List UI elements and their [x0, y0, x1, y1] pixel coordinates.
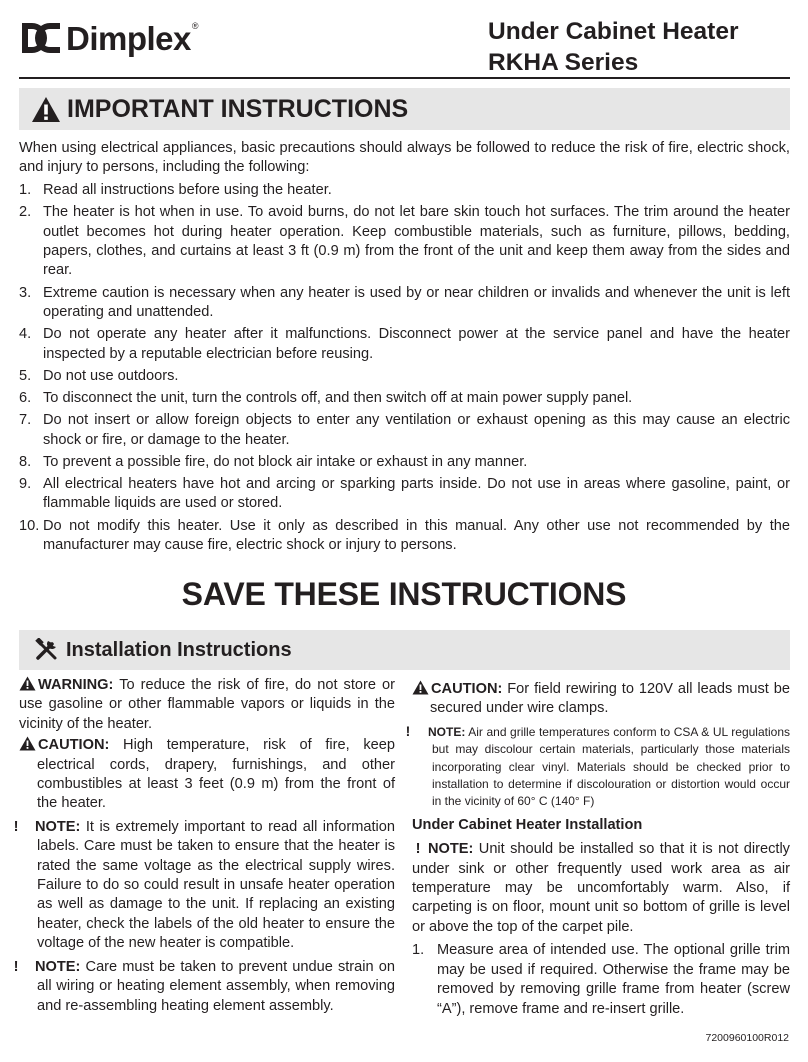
list-item	[19, 453, 790, 472]
header-divider	[19, 77, 790, 79]
list-item	[19, 367, 790, 386]
step-number: 1.	[412, 942, 425, 959]
brand-logo	[20, 16, 199, 60]
list-item	[19, 325, 790, 364]
note-paragraph	[13, 818, 395, 954]
item-text: Do not operate any heater after it malfunctions. Disconnect power at the service panel and have the heater inspected by a reputable electrician before reusing.	[43, 326, 790, 362]
note-paragraph	[13, 958, 395, 1016]
caution-paragraph	[412, 680, 790, 719]
installation-heading-text: Installation Instructions	[66, 638, 292, 661]
title-line-2: RKHA Series	[488, 49, 639, 76]
note-label: NOTE:	[428, 724, 466, 739]
installation-left-column	[13, 676, 395, 1016]
exclamation-icon: !	[405, 722, 411, 739]
note-label: NOTE:	[428, 841, 474, 858]
list-item	[19, 475, 790, 514]
dimplex-logo-icon	[20, 19, 62, 57]
registered-mark: ®	[191, 21, 199, 31]
warning-triangle-icon	[19, 736, 36, 751]
tools-icon	[35, 638, 61, 662]
item-number: 7.	[19, 412, 32, 429]
item-text: Do not insert or allow foreign objects to enter any ventilation or exhaust opening as this may cause an electric shock or fire, or damage to the heater.	[43, 412, 790, 448]
item-text: All electrical heaters have hot and arcing or sparking parts inside. Do not use in areas where gasoline, paint, or flammable liquids are used or stored.	[43, 476, 790, 512]
caution-label: CAUTION:	[38, 737, 110, 754]
note-text: Air and grille temperatures conform to CSA & UL regulations but may discolour certain materials, particularly those materials incorporating clear vinyl. Materials should be checked prior to installation to determine if discolouration or distortion would occur in the vicinity of 60° C (140° F)	[432, 724, 790, 809]
note-paragraph	[412, 840, 790, 937]
exclamation-icon: !	[415, 841, 421, 858]
important-instructions-heading	[19, 88, 790, 130]
save-instructions-heading: SAVE THESE INSTRUCTIONS	[181, 576, 627, 612]
important-heading-text: IMPORTANT INSTRUCTIONS	[67, 94, 409, 123]
item-text: Extreme caution is necessary when any heater is used by or near children or invalids and whenever the unit is left operating and unattended.	[43, 284, 790, 321]
list-item	[19, 181, 790, 200]
warning-triangle-icon	[412, 680, 429, 695]
note-text: It is extremely important to read all information labels. Care must be taken to ensure that the heater is rated the same voltage as the electrical supply wires. Failure to do so could result in unsafe heater operation as well as damage to the unit. If replacing an existing heater, check the labels of the old heater to ensure the voltage of the new heater is compatible.	[37, 818, 395, 952]
step-paragraph	[412, 941, 790, 1019]
note-text: Care must be taken to prevent undue strain on all wiring or heating element assembly, when removing and re-assembling heating element assembly.	[37, 958, 395, 1014]
note-text: Unit should be installed so that it is not directly under sink or other frequently used work area as air temperature may be uncomfortably warm. Also, if carpeting is on floor, mount unit so bottom of grille is level or above the top of the carpet pile.	[412, 841, 790, 935]
installation-right-column	[405, 680, 790, 1019]
caution-paragraph	[19, 736, 395, 814]
item-number: 5.	[19, 367, 32, 384]
title-line-1: Under Cabinet Heater	[488, 18, 739, 45]
list-item	[19, 284, 790, 323]
intro-paragraph: When using electrical appliances, basic precautions should always be followed to reduce the risk of fire, electric shock, and injury to persons, including the following:	[19, 140, 790, 176]
list-item	[19, 411, 790, 450]
document-number: 7200960100R012	[705, 1032, 789, 1044]
exclamation-icon: !	[13, 958, 19, 975]
list-item	[19, 203, 790, 281]
item-number: 9.	[19, 476, 32, 493]
item-number: 4.	[19, 326, 32, 343]
note-paragraph	[405, 722, 790, 811]
important-list	[19, 181, 790, 558]
caution-text: High temperature, risk of fire, keep electrical cords, drapery, furnishings, and other combustibles at least 3 feet (0.9 m) from the front of the heater.	[37, 737, 395, 812]
item-text: Do not modify this heater. Use it only as described in this manual. Any other use not recommended by the manufacturer may cause fire, electric shock or injury to persons.	[43, 517, 790, 554]
note-label: NOTE:	[35, 818, 81, 835]
item-number: 2.	[19, 204, 32, 221]
warning-triangle-icon	[31, 96, 61, 123]
caution-label: CAUTION:	[431, 681, 503, 697]
installation-instructions-heading	[19, 630, 790, 670]
note-label: NOTE:	[35, 958, 81, 975]
item-number: 3.	[19, 284, 32, 301]
installation-subheading: Under Cabinet Heater Installation	[412, 816, 643, 833]
warning-triangle-icon	[19, 676, 36, 691]
item-text: The heater is hot when in use. To avoid burns, do not let bare skin touch hot surfaces. The trim around the heater outlet becomes hot during heater operation. Keep combustible materials, such as furniture, pillows, bedding, papers, clothes, and curtains at least 3 ft (0.9 m) from the front of the unit and keep them away from the sides and rear.	[43, 204, 790, 279]
brand-name: Dimplex	[66, 19, 191, 57]
item-text: To disconnect the unit, turn the controls off, and then switch off at main power supply panel.	[43, 390, 633, 407]
document-title	[488, 16, 739, 78]
item-text: Read all instructions before using the heater.	[43, 182, 332, 198]
warning-label: WARNING:	[38, 677, 114, 693]
item-number: 10.	[19, 517, 40, 534]
item-number: 1.	[19, 182, 32, 198]
list-item	[19, 389, 790, 408]
item-text: Do not use outdoors.	[43, 367, 179, 384]
warning-paragraph	[19, 676, 395, 734]
item-number: 6.	[19, 390, 32, 407]
warning-text: To reduce the risk of fire, do not store or use gasoline or other flammable vapors or liquids in the vicinity of the heater.	[19, 677, 395, 732]
list-item	[19, 517, 790, 556]
item-number: 8.	[19, 453, 32, 470]
exclamation-icon: !	[13, 818, 19, 835]
caution-text: For field rewiring to 120V all leads must be secured under wire clamps.	[430, 681, 790, 717]
step-text: Measure area of intended use. The optional grille trim may be used if required. Otherwise the frame may be removed by removing grille frame from heater (screw “A”), remove frame and re-insert grille.	[437, 942, 790, 1017]
item-text: To prevent a possible fire, do not block air intake or exhaust in any manner.	[43, 453, 528, 470]
